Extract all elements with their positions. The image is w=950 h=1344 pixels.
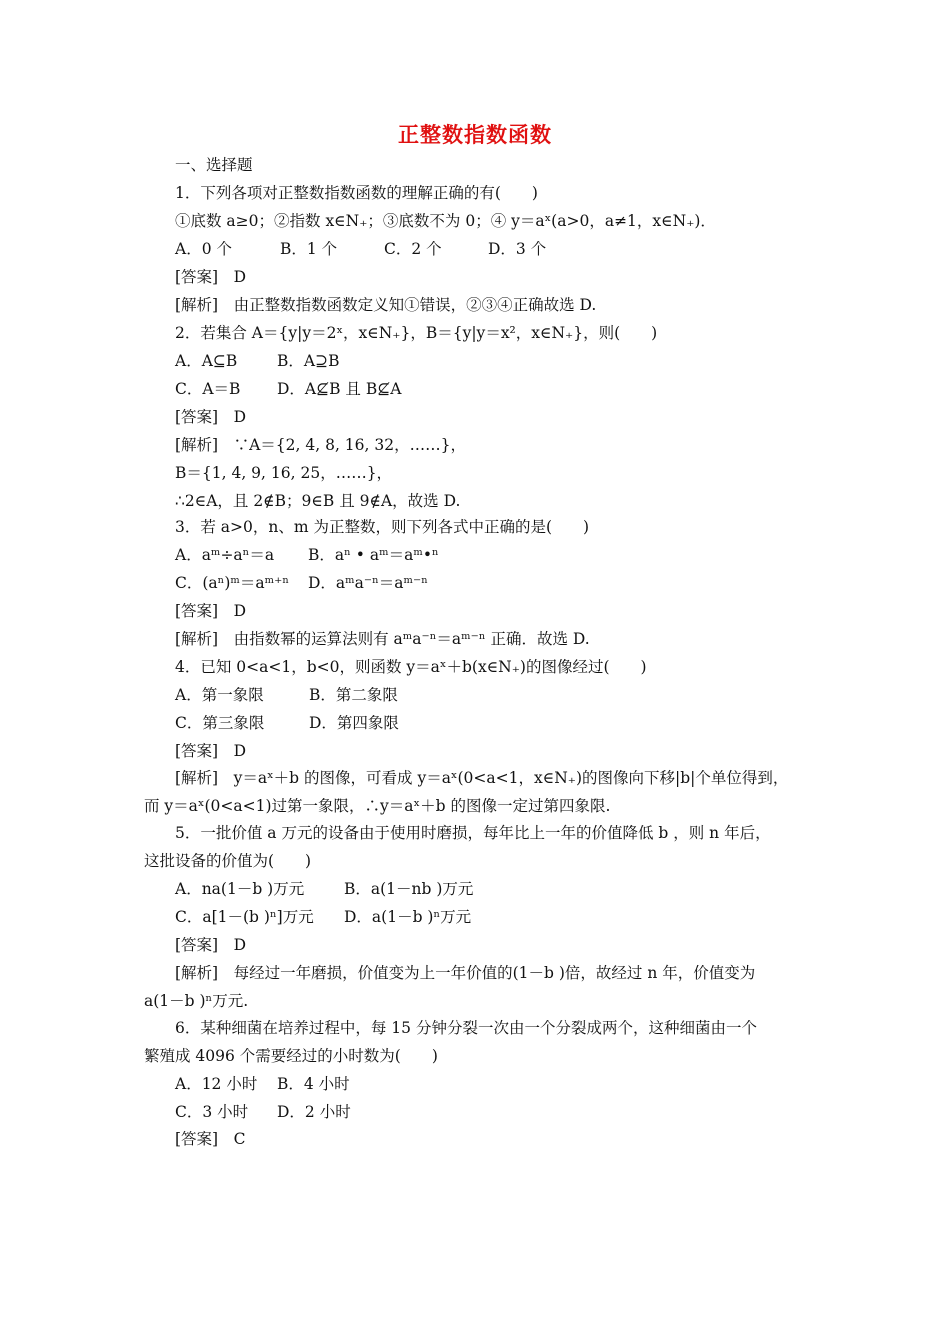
option: C．A＝B xyxy=(175,380,241,398)
option: A．0 个 xyxy=(175,240,232,258)
option: C．第三象限 xyxy=(175,714,265,732)
option: D．第四象限 xyxy=(309,714,399,732)
question-1-analysis: [解析] 由正整数指数函数定义知①错误，②③④正确故选 D. xyxy=(175,296,597,314)
option: A．A⊆B xyxy=(175,352,238,370)
page-title: 正整数指数函数 xyxy=(398,123,552,147)
question-6-stem: 繁殖成 4096 个需要经过的小时数为( ) xyxy=(144,1047,438,1065)
question-5-options xyxy=(0,878,950,900)
question-3-answer: [答案] D xyxy=(175,602,247,620)
question-1-stem: 1．下列各项对正整数指数函数的理解正确的有( ) xyxy=(175,184,538,202)
question-2-stem: 2．若集合 A＝{y|y＝2ˣ，x∈N₊}，B＝{y|y＝x²，x∈N₊}，则( ) xyxy=(175,324,658,342)
question-3-options xyxy=(0,544,950,566)
question-3-analysis: [解析] 由指数幂的运算法则有 aᵐa⁻ⁿ＝aᵐ⁻ⁿ 正确．故选 D. xyxy=(175,630,590,648)
option: A．aᵐ÷aⁿ＝a xyxy=(175,546,275,564)
question-5-analysis: [解析] 每经过一年磨损，价值变为上一年价值的(1－b )倍，故经过 n 年，价值变为 xyxy=(175,964,756,982)
option: D．3 个 xyxy=(488,240,547,258)
option: C．(aⁿ)ᵐ＝aᵐ⁺ⁿ xyxy=(175,574,290,592)
option: B．a(1－nb )万元 xyxy=(344,880,474,898)
question-1-options xyxy=(0,238,950,260)
question-6-answer: [答案] C xyxy=(175,1130,246,1148)
question-5-analysis: a(1－b )ⁿ万元. xyxy=(144,992,249,1010)
question-5-stem: 这批设备的价值为( ) xyxy=(144,852,312,870)
question-4-stem: 4．已知 0<a<1，b<0，则函数 y＝aˣ＋b(x∈N₊)的图像经过( ) xyxy=(175,658,647,676)
option: B．第二象限 xyxy=(309,686,398,704)
question-4-answer: [答案] D xyxy=(175,742,247,760)
option: B．4 小时 xyxy=(277,1075,350,1093)
question-2-answer: [答案] D xyxy=(175,408,247,426)
question-2-analysis: B＝{1, 4, 9, 16, 25，……}， xyxy=(175,464,393,482)
section-heading: 一、选择题 xyxy=(175,156,253,174)
option: C．3 小时 xyxy=(175,1103,249,1121)
question-4-options xyxy=(0,712,950,734)
question-2-options xyxy=(0,350,950,372)
question-5-answer: [答案] D xyxy=(175,936,247,954)
question-2-analysis: [解析] ∵A＝{2, 4, 8, 16, 32，……}， xyxy=(175,436,466,454)
question-4-analysis: 而 y＝aˣ(0<a<1)过第一象限，∴y＝aˣ＋b 的图像一定过第四象限. xyxy=(144,797,611,815)
option: A．na(1－b )万元 xyxy=(175,880,305,898)
question-5-stem: 5．一批价值 a 万元的设备由于使用时磨损，每年比上一年的价值降低 b ，则 n 年后， xyxy=(175,824,771,842)
option: A．12 小时 xyxy=(175,1075,258,1093)
option: D．aᵐa⁻ⁿ＝aᵐ⁻ⁿ xyxy=(308,574,428,592)
option: B．A⊇B xyxy=(277,352,340,370)
question-1-answer: [答案] D xyxy=(175,268,247,286)
option: C．a[1－(b )ⁿ]万元 xyxy=(175,908,314,926)
question-2-analysis: ∴2∈A，且 2∉B；9∈B 且 9∉A，故选 D. xyxy=(175,492,461,510)
option: D．a(1－b )ⁿ万元 xyxy=(344,908,472,926)
option: D．A⊈B 且 B⊈A xyxy=(277,380,402,398)
option: B．1 个 xyxy=(280,240,338,258)
option: D．2 小时 xyxy=(277,1103,351,1121)
question-2-options xyxy=(0,378,950,400)
option: C．2 个 xyxy=(384,240,442,258)
question-6-options xyxy=(0,1101,950,1123)
question-6-options xyxy=(0,1073,950,1095)
question-4-options xyxy=(0,684,950,706)
question-5-options xyxy=(0,906,950,928)
question-1-conditions: ①底数 a≥0；②指数 x∈N₊；③底数不为 0；④ y＝aˣ(a>0，a≠1，x∈N₊)． xyxy=(175,212,716,230)
question-6-stem: 6．某种细菌在培养过程中，每 15 分钟分裂一次由一个分裂成两个，这种细菌由一个 xyxy=(175,1019,757,1037)
question-3-stem: 3．若 a>0，n、m 为正整数，则下列各式中正确的是( ) xyxy=(175,518,590,536)
question-3-options xyxy=(0,572,950,594)
option: A．第一象限 xyxy=(175,686,264,704)
question-4-analysis: [解析] y＝aˣ＋b 的图像，可看成 y＝aˣ(0<a<1，x∈N₊)的图像向下移|b|个单位得到， xyxy=(175,769,789,787)
option: B．aⁿ • aᵐ＝aᵐ•ⁿ xyxy=(308,546,439,564)
